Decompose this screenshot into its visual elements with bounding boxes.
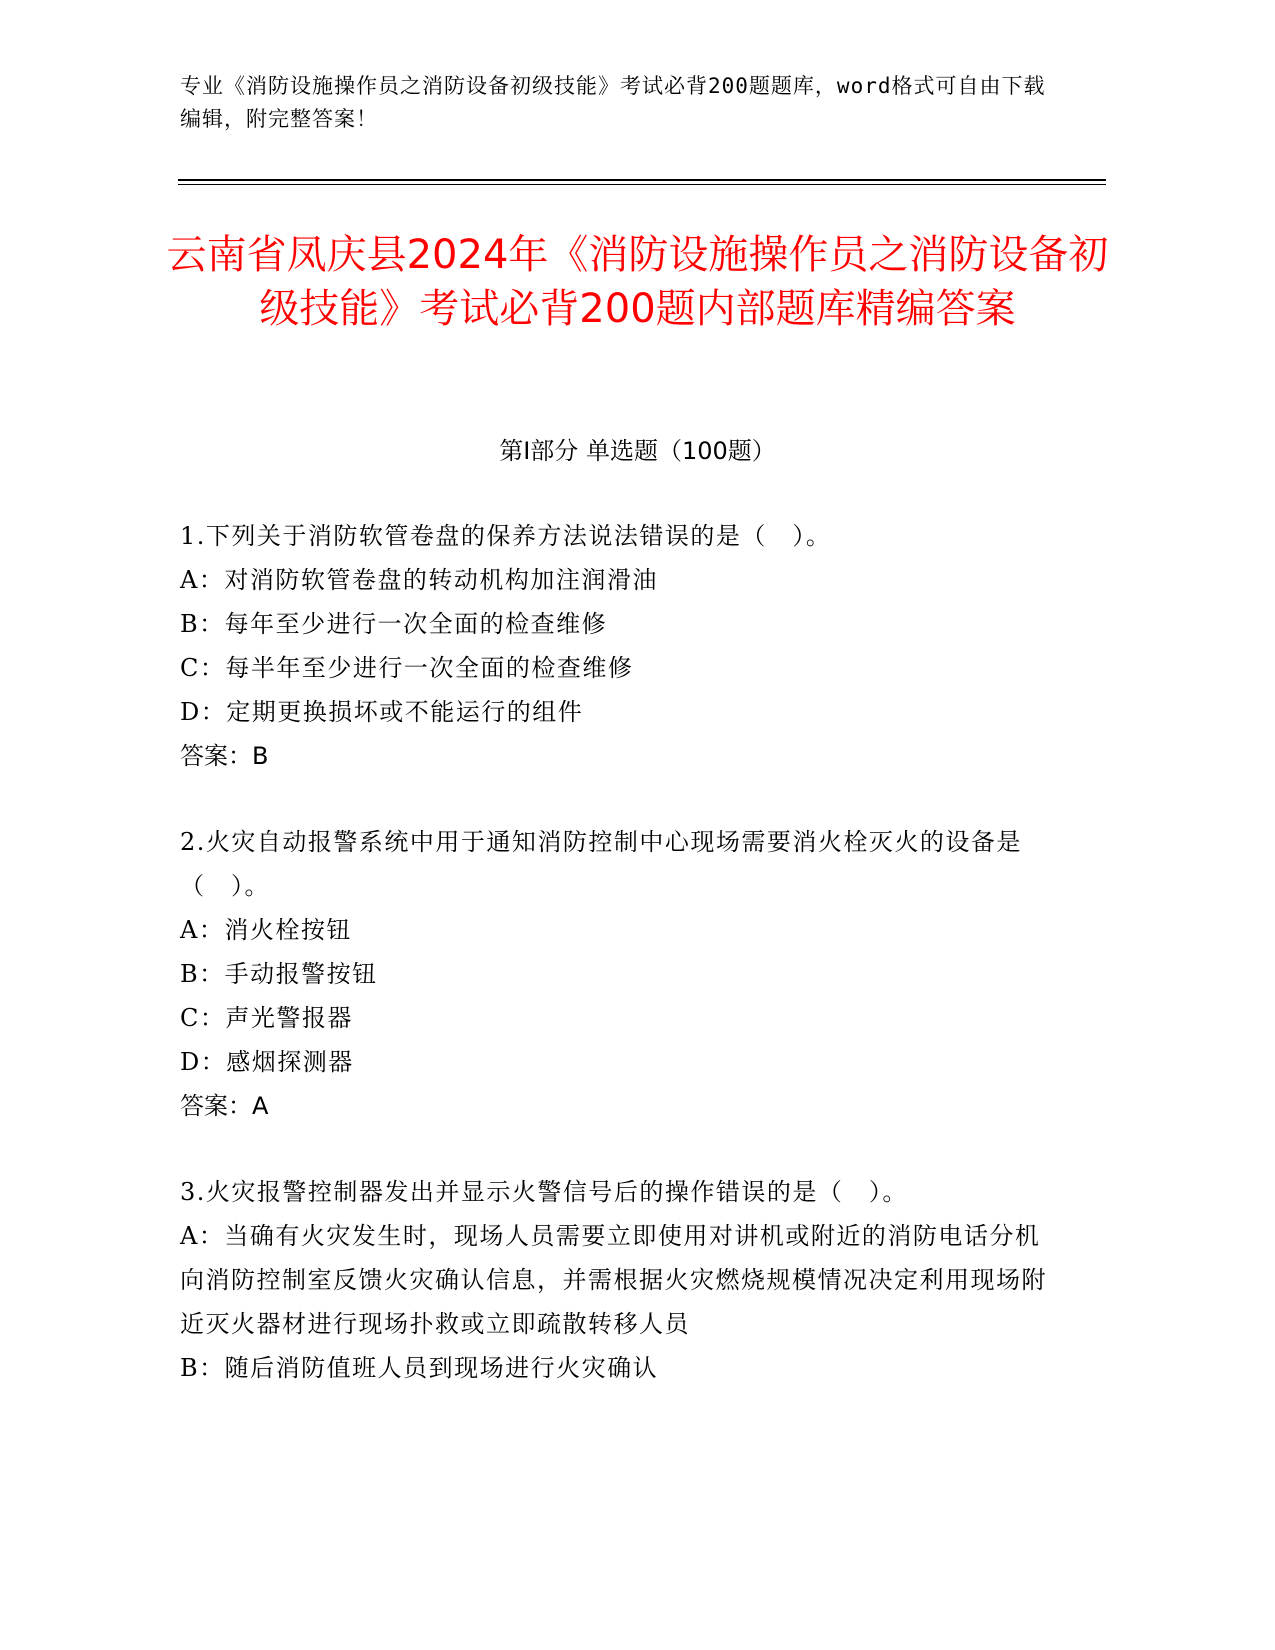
question-2 — [180, 820, 1050, 1128]
option-d: D：感烟探测器 — [180, 1048, 354, 1076]
answer-line: 答案：A — [180, 1092, 269, 1120]
document-title: 云南省凤庆县2024年《消防设施操作员之消防设备初级技能》考试必背200题内部题库精编答案 — [166, 232, 1109, 332]
answer-line: 答案：B — [180, 742, 269, 770]
header-divider-thin — [178, 184, 1106, 185]
option-b: B：随后消防值班人员到现场进行火灾确认 — [180, 1354, 659, 1382]
question-stem: 2.火灾自动报警系统中用于通知消防控制中心现场需要消火栓灭火的设备是（ ）。 — [180, 828, 1022, 900]
header-divider-thick — [178, 179, 1106, 181]
section-title: 第I部分 单选题（100题） — [499, 437, 776, 465]
option-a: A：消火栓按钮 — [180, 916, 352, 944]
option-b: B：手动报警按钮 — [180, 960, 378, 988]
question-3 — [180, 1170, 1050, 1390]
question-list — [180, 514, 1050, 1432]
option-d: D：定期更换损坏或不能运行的组件 — [180, 698, 584, 726]
question-1 — [180, 514, 1050, 778]
header-note: 专业《消防设施操作员之消防设备初级技能》考试必背200题题库，word格式可自由下载编辑，附完整答案！ — [180, 74, 1046, 131]
option-a: A：当确有火灾发生时，现场人员需要立即使用对讲机或附近的消防电话分机向消防控制室反馈火灾确认信息，并需根据火灾燃烧规模情况决定利用现场附近灭火器材进行现场扑救或立即疏散转移人员 — [180, 1222, 1047, 1338]
option-a: A：对消防软管卷盘的转动机构加注润滑油 — [180, 566, 658, 594]
question-stem: 1.下列关于消防软管卷盘的保养方法说法错误的是（ ）。 — [180, 522, 832, 550]
option-b: B：每年至少进行一次全面的检查维修 — [180, 610, 608, 638]
option-c: C：每半年至少进行一次全面的检查维修 — [180, 654, 634, 682]
option-c: C：声光警报器 — [180, 1004, 353, 1032]
question-stem: 3.火灾报警控制器发出并显示火警信号后的操作错误的是（ ）。 — [180, 1178, 908, 1206]
